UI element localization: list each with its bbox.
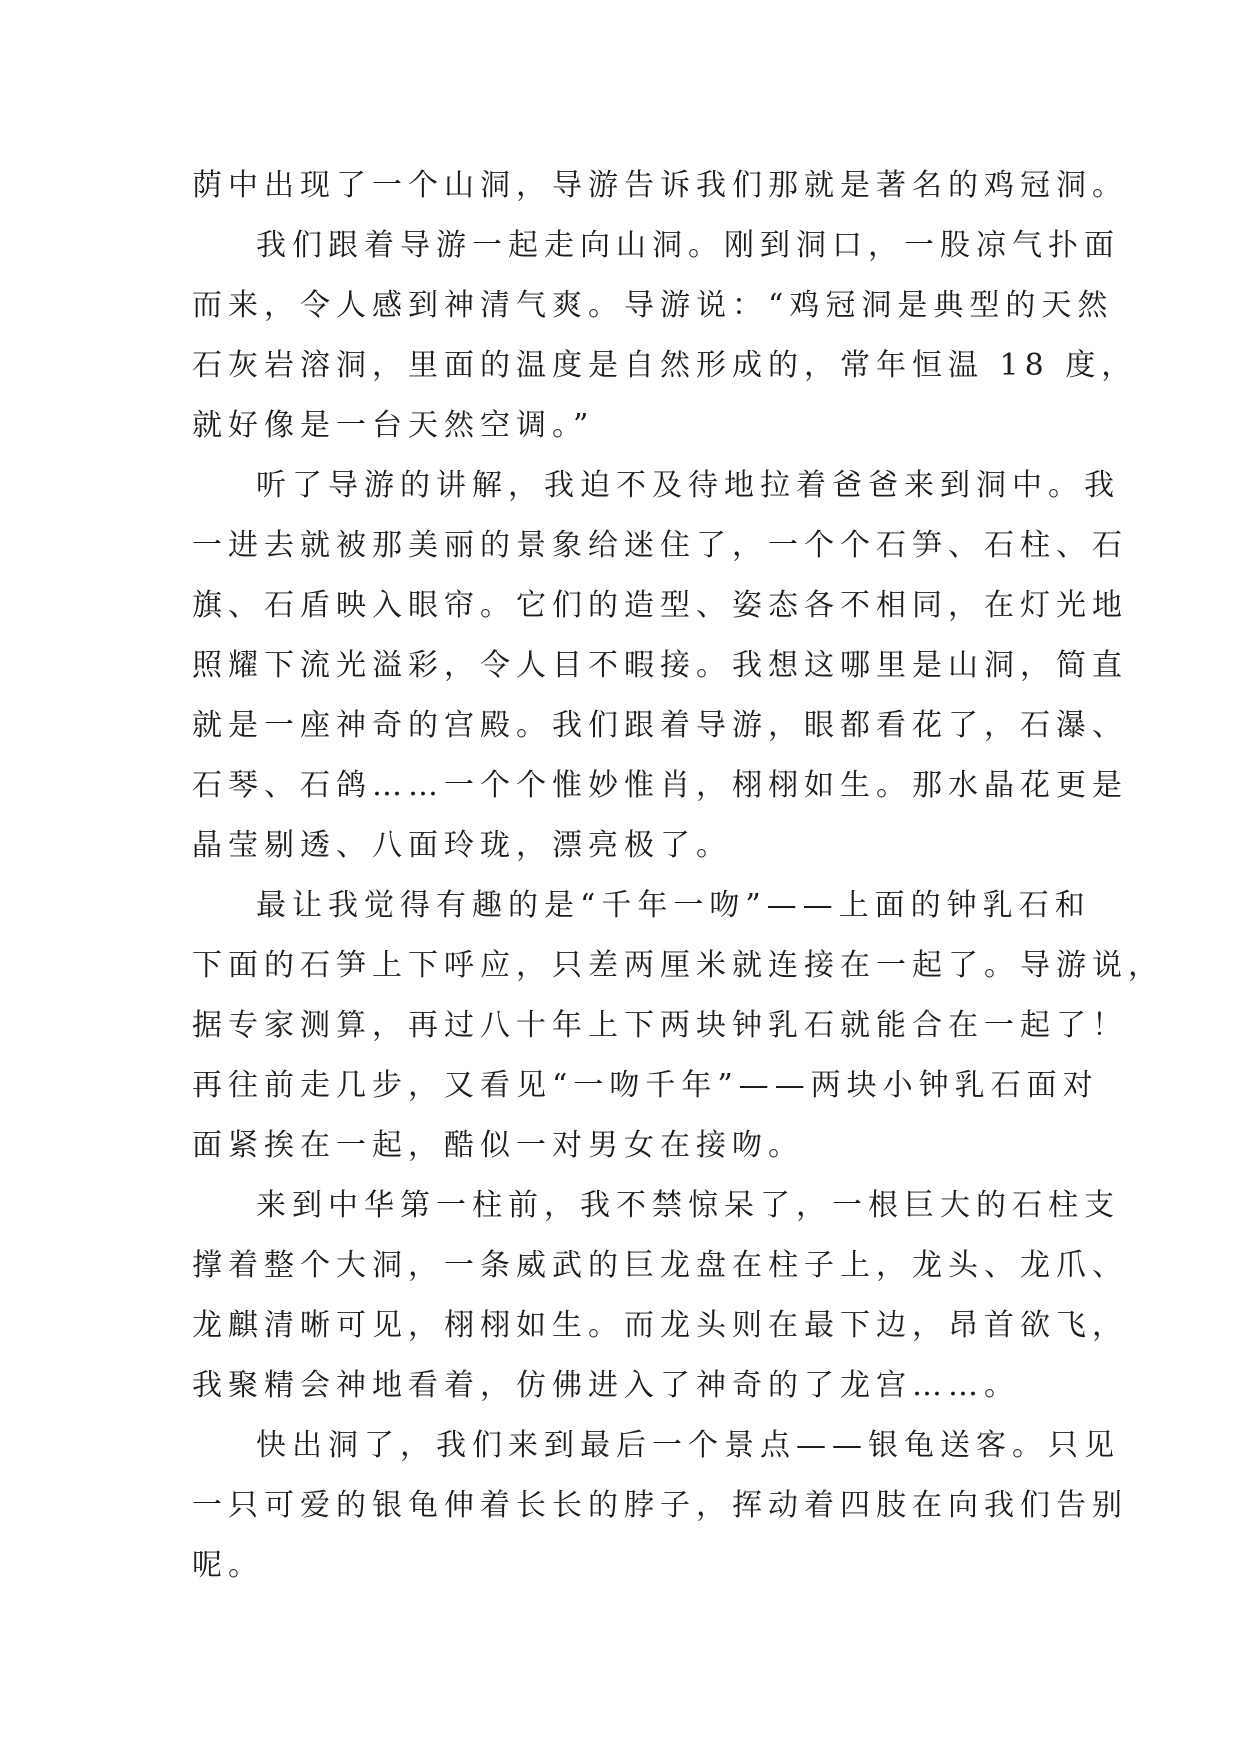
text-line: 照耀下流光溢彩，令人目不暇接。我想这哪里是山洞，简直 bbox=[192, 648, 1128, 683]
text-line: 而来，令人感到神清气爽。导游说：“鸡冠洞是典型的天然 bbox=[192, 288, 1114, 323]
paragraph-3 bbox=[192, 456, 1128, 876]
paragraph-4 bbox=[192, 876, 1164, 1176]
text-line: 面紧挨在一起，酷似一对男女在接吻。 bbox=[192, 1128, 804, 1163]
paragraph-5 bbox=[192, 1176, 1128, 1416]
text-line: 最让我觉得有趣的是“千年一吻”——上面的钟乳石和 bbox=[256, 888, 1091, 923]
text-line: 再往前走几步，又看见“一吻千年”——两块小钟乳石面对 bbox=[192, 1068, 1099, 1103]
text-line: 就是一座神奇的宫殿。我们跟着导游，眼都看花了，石瀑、 bbox=[192, 708, 1128, 743]
text-line: 石灰岩溶洞，里面的温度是自然形成的，常年恒温 18 度， bbox=[192, 348, 1138, 383]
text-line: 据专家测算，再过八十年上下两块钟乳石就能合在一起了！ bbox=[192, 1008, 1128, 1043]
paragraph-2 bbox=[192, 216, 1138, 456]
text-line: 龙麒清晰可见，栩栩如生。而龙头则在最下边，昂首欲飞， bbox=[192, 1308, 1128, 1343]
text-line: 撑着整个大洞，一条威武的巨龙盘在柱子上，龙头、龙爪、 bbox=[192, 1248, 1128, 1283]
text-line: 就好像是一台天然空调。” bbox=[192, 408, 595, 443]
text-line: 一进去就被那美丽的景象给迷住了，一个个石笋、石柱、石 bbox=[192, 528, 1128, 563]
text-line: 旗、石盾映入眼帘。它们的造型、姿态各不相同，在灯光地 bbox=[192, 588, 1128, 623]
text-line: 下面的石笋上下呼应，只差两厘米就连接在一起了。导游说， bbox=[192, 948, 1164, 983]
text-line: 呢。 bbox=[192, 1548, 264, 1583]
text-line: 来到中华第一柱前，我不禁惊呆了，一根巨大的石柱支 bbox=[256, 1188, 1120, 1223]
text-line: 我们跟着导游一起走向山洞。刚到洞口，一股凉气扑面 bbox=[256, 228, 1120, 263]
text-line: 石琴、石鸽……一个个惟妙惟肖，栩栩如生。那水晶花更是 bbox=[192, 768, 1128, 803]
text-line: 晶莹剔透、八面玲珑，漂亮极了。 bbox=[192, 828, 732, 863]
text-line: 荫中出现了一个山洞，导游告诉我们那就是著名的鸡冠洞。 bbox=[192, 168, 1128, 203]
text-line: 我聚精会神地看着，仿佛进入了神奇的了龙宫……。 bbox=[192, 1368, 1020, 1403]
text-line: 快出洞了，我们来到最后一个景点——银龟送客。只见 bbox=[256, 1428, 1120, 1463]
text-line: 一只可爱的银龟伸着长长的脖子，挥动着四肢在向我们告别 bbox=[192, 1488, 1128, 1523]
paragraph-1 bbox=[192, 156, 1128, 216]
paragraph-6 bbox=[192, 1416, 1128, 1596]
body-text bbox=[192, 156, 1164, 1596]
text-line: 听了导游的讲解，我迫不及待地拉着爸爸来到洞中。我 bbox=[256, 468, 1120, 503]
